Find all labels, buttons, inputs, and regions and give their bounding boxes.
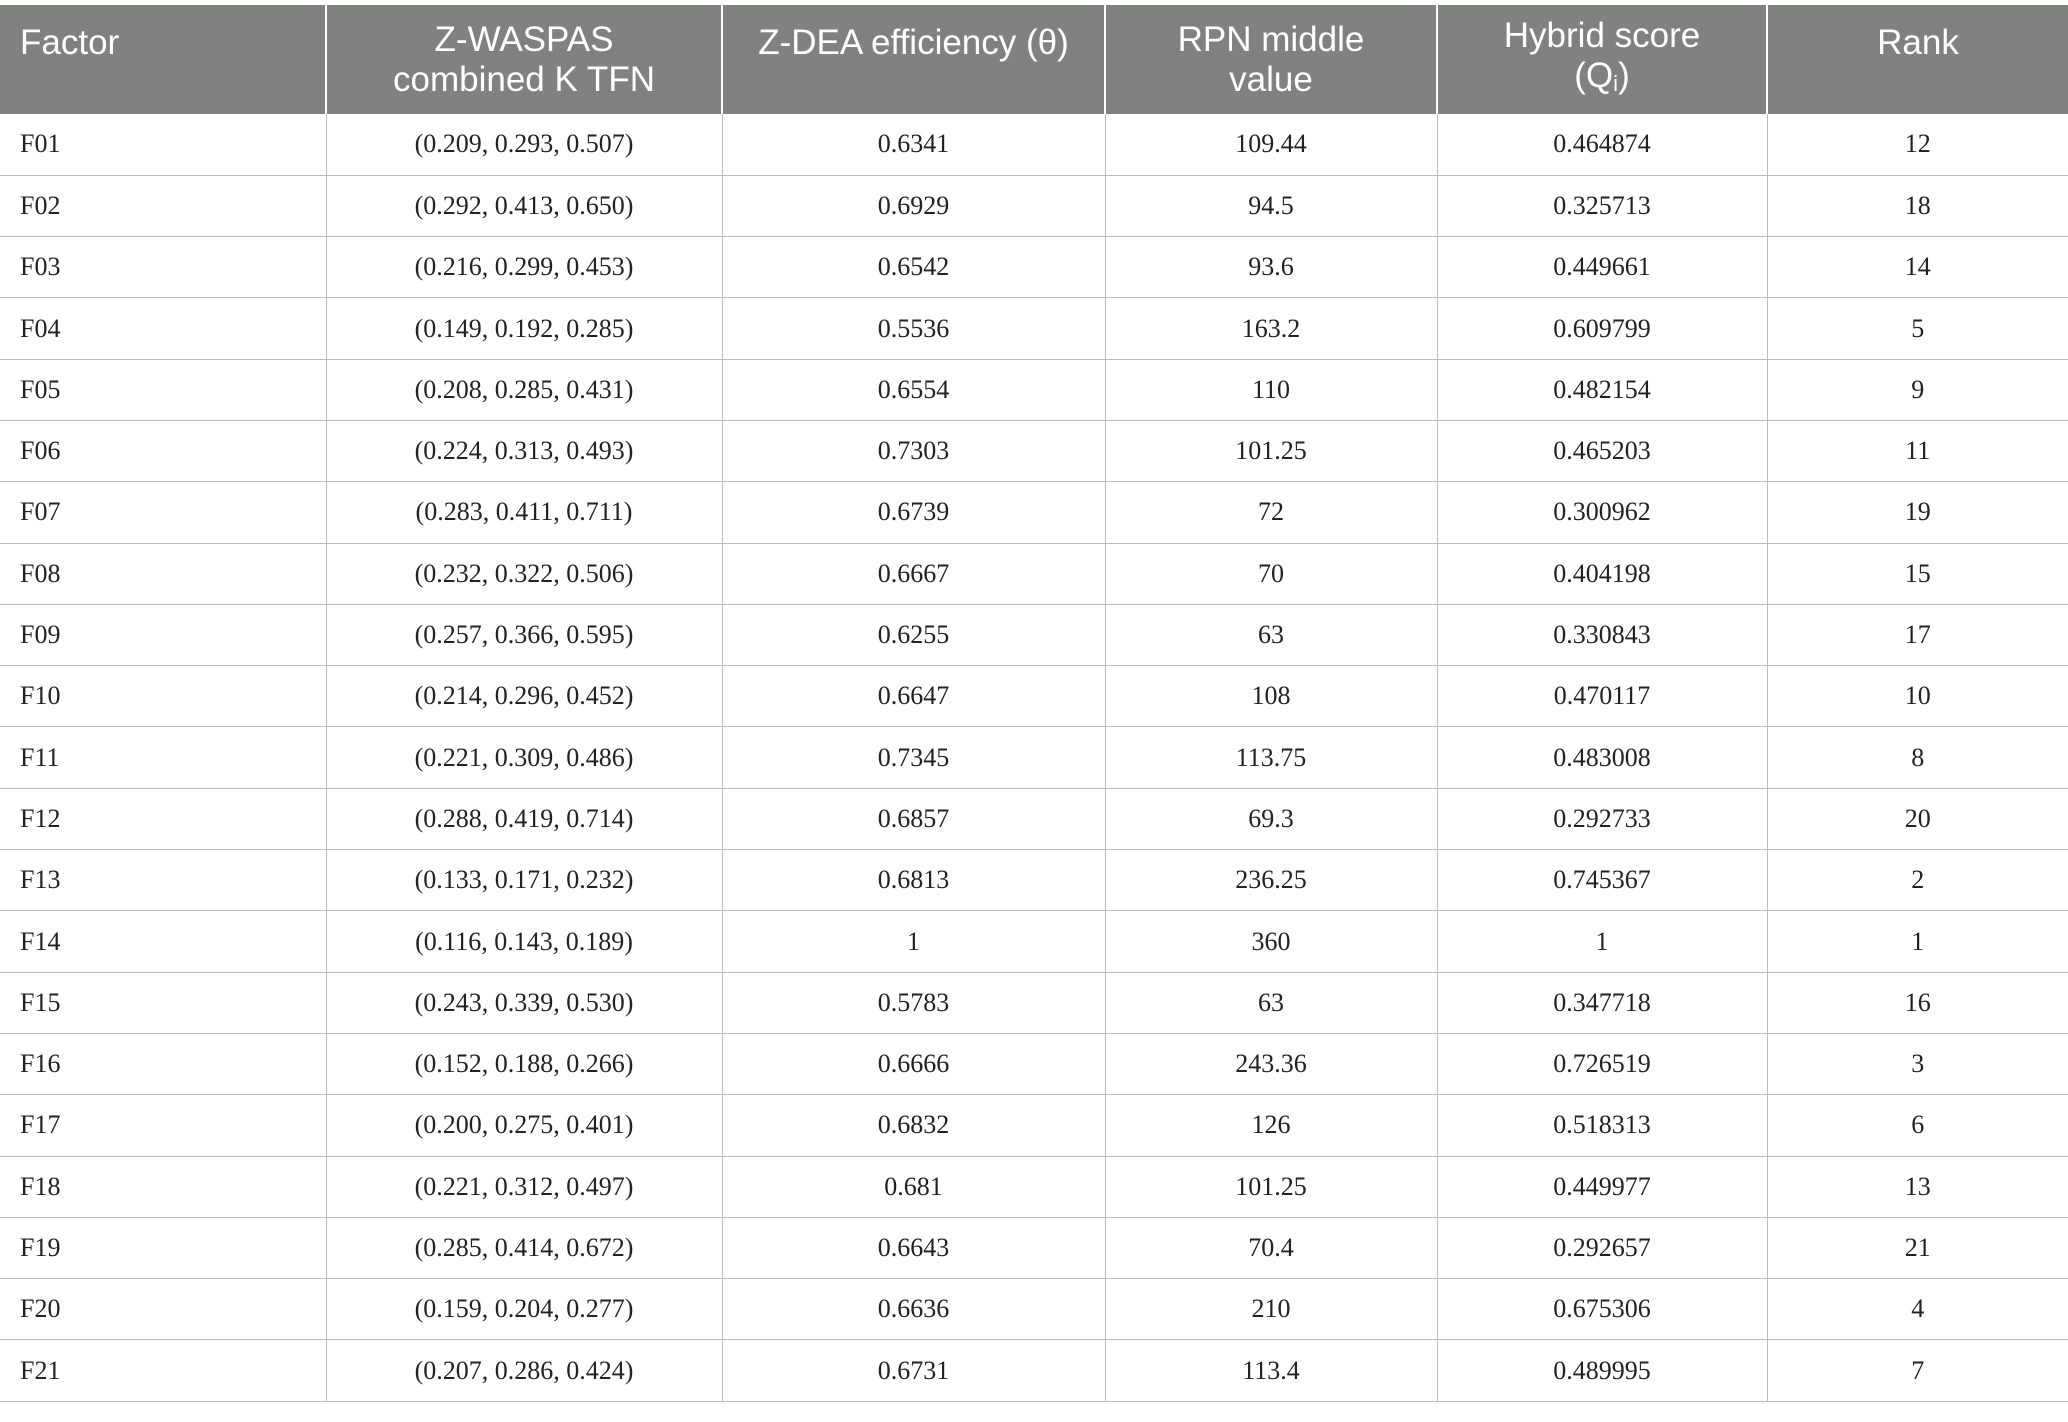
cell-dea-efficiency: 0.6341 xyxy=(722,114,1105,175)
header-waspas-line1: Z-WASPAS xyxy=(434,19,614,59)
header-rank-label: Rank xyxy=(1877,23,1959,62)
table-row xyxy=(0,727,2068,788)
table-row xyxy=(0,1217,2068,1278)
cell-dea-efficiency: 0.6667 xyxy=(722,543,1105,604)
cell-rank: 21 xyxy=(1767,1217,2068,1278)
cell-tfn: (0.208, 0.285, 0.431) xyxy=(326,359,722,420)
table-row xyxy=(0,972,2068,1033)
cell-tfn: (0.116, 0.143, 0.189) xyxy=(326,911,722,972)
cell-dea-efficiency: 0.6813 xyxy=(722,850,1105,911)
table-row xyxy=(0,114,2068,175)
cell-rpn-middle-value: 108 xyxy=(1105,666,1437,727)
cell-rank: 9 xyxy=(1767,359,2068,420)
header-dea-label: Z-DEA efficiency (θ) xyxy=(758,23,1069,62)
cell-dea-efficiency: 1 xyxy=(722,911,1105,972)
header-dea xyxy=(722,5,1105,114)
cell-tfn: (0.243, 0.339, 0.530) xyxy=(326,972,722,1033)
cell-rpn-middle-value: 72 xyxy=(1105,482,1437,543)
table-row xyxy=(0,1340,2068,1401)
cell-rpn-middle-value: 210 xyxy=(1105,1279,1437,1340)
cell-factor: F16 xyxy=(0,1033,326,1094)
header-hybrid xyxy=(1437,5,1767,114)
cell-factor: F21 xyxy=(0,1340,326,1401)
cell-factor: F09 xyxy=(0,604,326,665)
cell-dea-efficiency: 0.681 xyxy=(722,1156,1105,1217)
cell-rank: 6 xyxy=(1767,1095,2068,1156)
table-row xyxy=(0,420,2068,481)
cell-rank: 20 xyxy=(1767,788,2068,849)
cell-tfn: (0.257, 0.366, 0.595) xyxy=(326,604,722,665)
header-hybrid-open: (Q xyxy=(1574,55,1614,95)
cell-dea-efficiency: 0.6554 xyxy=(722,359,1105,420)
cell-factor: F14 xyxy=(0,911,326,972)
header-rpn-line2: value xyxy=(1229,59,1313,99)
cell-factor: F20 xyxy=(0,1279,326,1340)
cell-hybrid-score: 0.347718 xyxy=(1437,972,1767,1033)
results-table-container xyxy=(0,5,2068,1402)
cell-tfn: (0.159, 0.204, 0.277) xyxy=(326,1279,722,1340)
cell-rank: 2 xyxy=(1767,850,2068,911)
cell-hybrid-score: 0.518313 xyxy=(1437,1095,1767,1156)
header-waspas xyxy=(326,5,722,114)
cell-factor: F02 xyxy=(0,175,326,236)
table-row xyxy=(0,911,2068,972)
cell-hybrid-score: 0.449977 xyxy=(1437,1156,1767,1217)
cell-hybrid-score: 0.464874 xyxy=(1437,114,1767,175)
table-row xyxy=(0,482,2068,543)
cell-dea-efficiency: 0.7345 xyxy=(722,727,1105,788)
cell-dea-efficiency: 0.6929 xyxy=(722,175,1105,236)
table-row xyxy=(0,604,2068,665)
table-row xyxy=(0,788,2068,849)
cell-factor: F03 xyxy=(0,237,326,298)
cell-rpn-middle-value: 93.6 xyxy=(1105,237,1437,298)
cell-rank: 1 xyxy=(1767,911,2068,972)
cell-rpn-middle-value: 113.75 xyxy=(1105,727,1437,788)
table-row xyxy=(0,543,2068,604)
table-row xyxy=(0,175,2068,236)
table-row xyxy=(0,1279,2068,1340)
cell-dea-efficiency: 0.7303 xyxy=(722,420,1105,481)
cell-rpn-middle-value: 63 xyxy=(1105,972,1437,1033)
header-hybrid-close: ) xyxy=(1618,55,1630,95)
header-factor-label: Factor xyxy=(20,23,120,62)
cell-tfn: (0.216, 0.299, 0.453) xyxy=(326,237,722,298)
cell-tfn: (0.292, 0.413, 0.650) xyxy=(326,175,722,236)
cell-dea-efficiency: 0.6731 xyxy=(722,1340,1105,1401)
cell-hybrid-score: 0.292733 xyxy=(1437,788,1767,849)
cell-tfn: (0.285, 0.414, 0.672) xyxy=(326,1217,722,1278)
cell-hybrid-score: 1 xyxy=(1437,911,1767,972)
cell-factor: F15 xyxy=(0,972,326,1033)
table-row xyxy=(0,850,2068,911)
cell-factor: F07 xyxy=(0,482,326,543)
cell-rpn-middle-value: 101.25 xyxy=(1105,420,1437,481)
table-row xyxy=(0,237,2068,298)
cell-factor: F18 xyxy=(0,1156,326,1217)
cell-tfn: (0.288, 0.419, 0.714) xyxy=(326,788,722,849)
cell-tfn: (0.224, 0.313, 0.493) xyxy=(326,420,722,481)
cell-factor: F13 xyxy=(0,850,326,911)
cell-rank: 17 xyxy=(1767,604,2068,665)
header-rpn xyxy=(1105,5,1437,114)
cell-hybrid-score: 0.449661 xyxy=(1437,237,1767,298)
cell-factor: F11 xyxy=(0,727,326,788)
cell-hybrid-score: 0.489995 xyxy=(1437,1340,1767,1401)
cell-factor: F05 xyxy=(0,359,326,420)
cell-hybrid-score: 0.470117 xyxy=(1437,666,1767,727)
cell-factor: F08 xyxy=(0,543,326,604)
cell-dea-efficiency: 0.5783 xyxy=(722,972,1105,1033)
cell-hybrid-score: 0.404198 xyxy=(1437,543,1767,604)
header-factor xyxy=(0,5,326,114)
cell-dea-efficiency: 0.6542 xyxy=(722,237,1105,298)
cell-hybrid-score: 0.726519 xyxy=(1437,1033,1767,1094)
cell-rank: 19 xyxy=(1767,482,2068,543)
header-rank xyxy=(1767,5,2068,114)
cell-rpn-middle-value: 109.44 xyxy=(1105,114,1437,175)
cell-tfn: (0.133, 0.171, 0.232) xyxy=(326,850,722,911)
table-row xyxy=(0,359,2068,420)
cell-tfn: (0.221, 0.309, 0.486) xyxy=(326,727,722,788)
results-table xyxy=(0,5,2068,1402)
cell-rpn-middle-value: 126 xyxy=(1105,1095,1437,1156)
cell-rank: 12 xyxy=(1767,114,2068,175)
table-row xyxy=(0,1033,2068,1094)
cell-tfn: (0.232, 0.322, 0.506) xyxy=(326,543,722,604)
cell-rpn-middle-value: 70 xyxy=(1105,543,1437,604)
cell-hybrid-score: 0.300962 xyxy=(1437,482,1767,543)
cell-tfn: (0.214, 0.296, 0.452) xyxy=(326,666,722,727)
cell-hybrid-score: 0.745367 xyxy=(1437,850,1767,911)
header-hybrid-line1: Hybrid score xyxy=(1503,15,1701,55)
cell-factor: F19 xyxy=(0,1217,326,1278)
cell-hybrid-score: 0.482154 xyxy=(1437,359,1767,420)
table-row xyxy=(0,1156,2068,1217)
cell-rank: 16 xyxy=(1767,972,2068,1033)
cell-factor: F06 xyxy=(0,420,326,481)
cell-factor: F17 xyxy=(0,1095,326,1156)
cell-hybrid-score: 0.325713 xyxy=(1437,175,1767,236)
cell-dea-efficiency: 0.6636 xyxy=(722,1279,1105,1340)
cell-dea-efficiency: 0.6255 xyxy=(722,604,1105,665)
cell-dea-efficiency: 0.6647 xyxy=(722,666,1105,727)
cell-rank: 4 xyxy=(1767,1279,2068,1340)
cell-rank: 13 xyxy=(1767,1156,2068,1217)
cell-rank: 10 xyxy=(1767,666,2068,727)
cell-rank: 5 xyxy=(1767,298,2068,359)
cell-rpn-middle-value: 110 xyxy=(1105,359,1437,420)
table-header xyxy=(0,5,2068,114)
cell-rpn-middle-value: 236.25 xyxy=(1105,850,1437,911)
cell-hybrid-score: 0.609799 xyxy=(1437,298,1767,359)
cell-tfn: (0.283, 0.411, 0.711) xyxy=(326,482,722,543)
cell-hybrid-score: 0.292657 xyxy=(1437,1217,1767,1278)
cell-rpn-middle-value: 94.5 xyxy=(1105,175,1437,236)
cell-hybrid-score: 0.483008 xyxy=(1437,727,1767,788)
cell-dea-efficiency: 0.6643 xyxy=(722,1217,1105,1278)
cell-rpn-middle-value: 163.2 xyxy=(1105,298,1437,359)
cell-rpn-middle-value: 243.36 xyxy=(1105,1033,1437,1094)
cell-tfn: (0.200, 0.275, 0.401) xyxy=(326,1095,722,1156)
cell-rpn-middle-value: 69.3 xyxy=(1105,788,1437,849)
cell-tfn: (0.221, 0.312, 0.497) xyxy=(326,1156,722,1217)
cell-hybrid-score: 0.675306 xyxy=(1437,1279,1767,1340)
cell-rank: 8 xyxy=(1767,727,2068,788)
cell-tfn: (0.207, 0.286, 0.424) xyxy=(326,1340,722,1401)
cell-tfn: (0.149, 0.192, 0.285) xyxy=(326,298,722,359)
cell-rank: 18 xyxy=(1767,175,2068,236)
cell-rank: 3 xyxy=(1767,1033,2068,1094)
cell-tfn: (0.209, 0.293, 0.507) xyxy=(326,114,722,175)
cell-rpn-middle-value: 113.4 xyxy=(1105,1340,1437,1401)
table-row xyxy=(0,666,2068,727)
cell-dea-efficiency: 0.5536 xyxy=(722,298,1105,359)
table-row xyxy=(0,298,2068,359)
header-rpn-line1: RPN middle xyxy=(1177,19,1365,59)
cell-hybrid-score: 0.465203 xyxy=(1437,420,1767,481)
cell-rpn-middle-value: 360 xyxy=(1105,911,1437,972)
cell-rpn-middle-value: 101.25 xyxy=(1105,1156,1437,1217)
cell-dea-efficiency: 0.6666 xyxy=(722,1033,1105,1094)
header-waspas-line2: combined K TFN xyxy=(393,59,655,99)
cell-factor: F10 xyxy=(0,666,326,727)
cell-rank: 15 xyxy=(1767,543,2068,604)
cell-dea-efficiency: 0.6857 xyxy=(722,788,1105,849)
cell-rank: 11 xyxy=(1767,420,2068,481)
cell-dea-efficiency: 0.6832 xyxy=(722,1095,1105,1156)
header-hybrid-subscript: i xyxy=(1613,70,1619,96)
cell-factor: F12 xyxy=(0,788,326,849)
cell-rpn-middle-value: 70.4 xyxy=(1105,1217,1437,1278)
cell-factor: F01 xyxy=(0,114,326,175)
cell-rpn-middle-value: 63 xyxy=(1105,604,1437,665)
table-body xyxy=(0,114,2068,1401)
cell-rank: 14 xyxy=(1767,237,2068,298)
table-row xyxy=(0,1095,2068,1156)
cell-factor: F04 xyxy=(0,298,326,359)
cell-rank: 7 xyxy=(1767,1340,2068,1401)
cell-dea-efficiency: 0.6739 xyxy=(722,482,1105,543)
cell-tfn: (0.152, 0.188, 0.266) xyxy=(326,1033,722,1094)
header-row xyxy=(0,5,2068,114)
cell-hybrid-score: 0.330843 xyxy=(1437,604,1767,665)
